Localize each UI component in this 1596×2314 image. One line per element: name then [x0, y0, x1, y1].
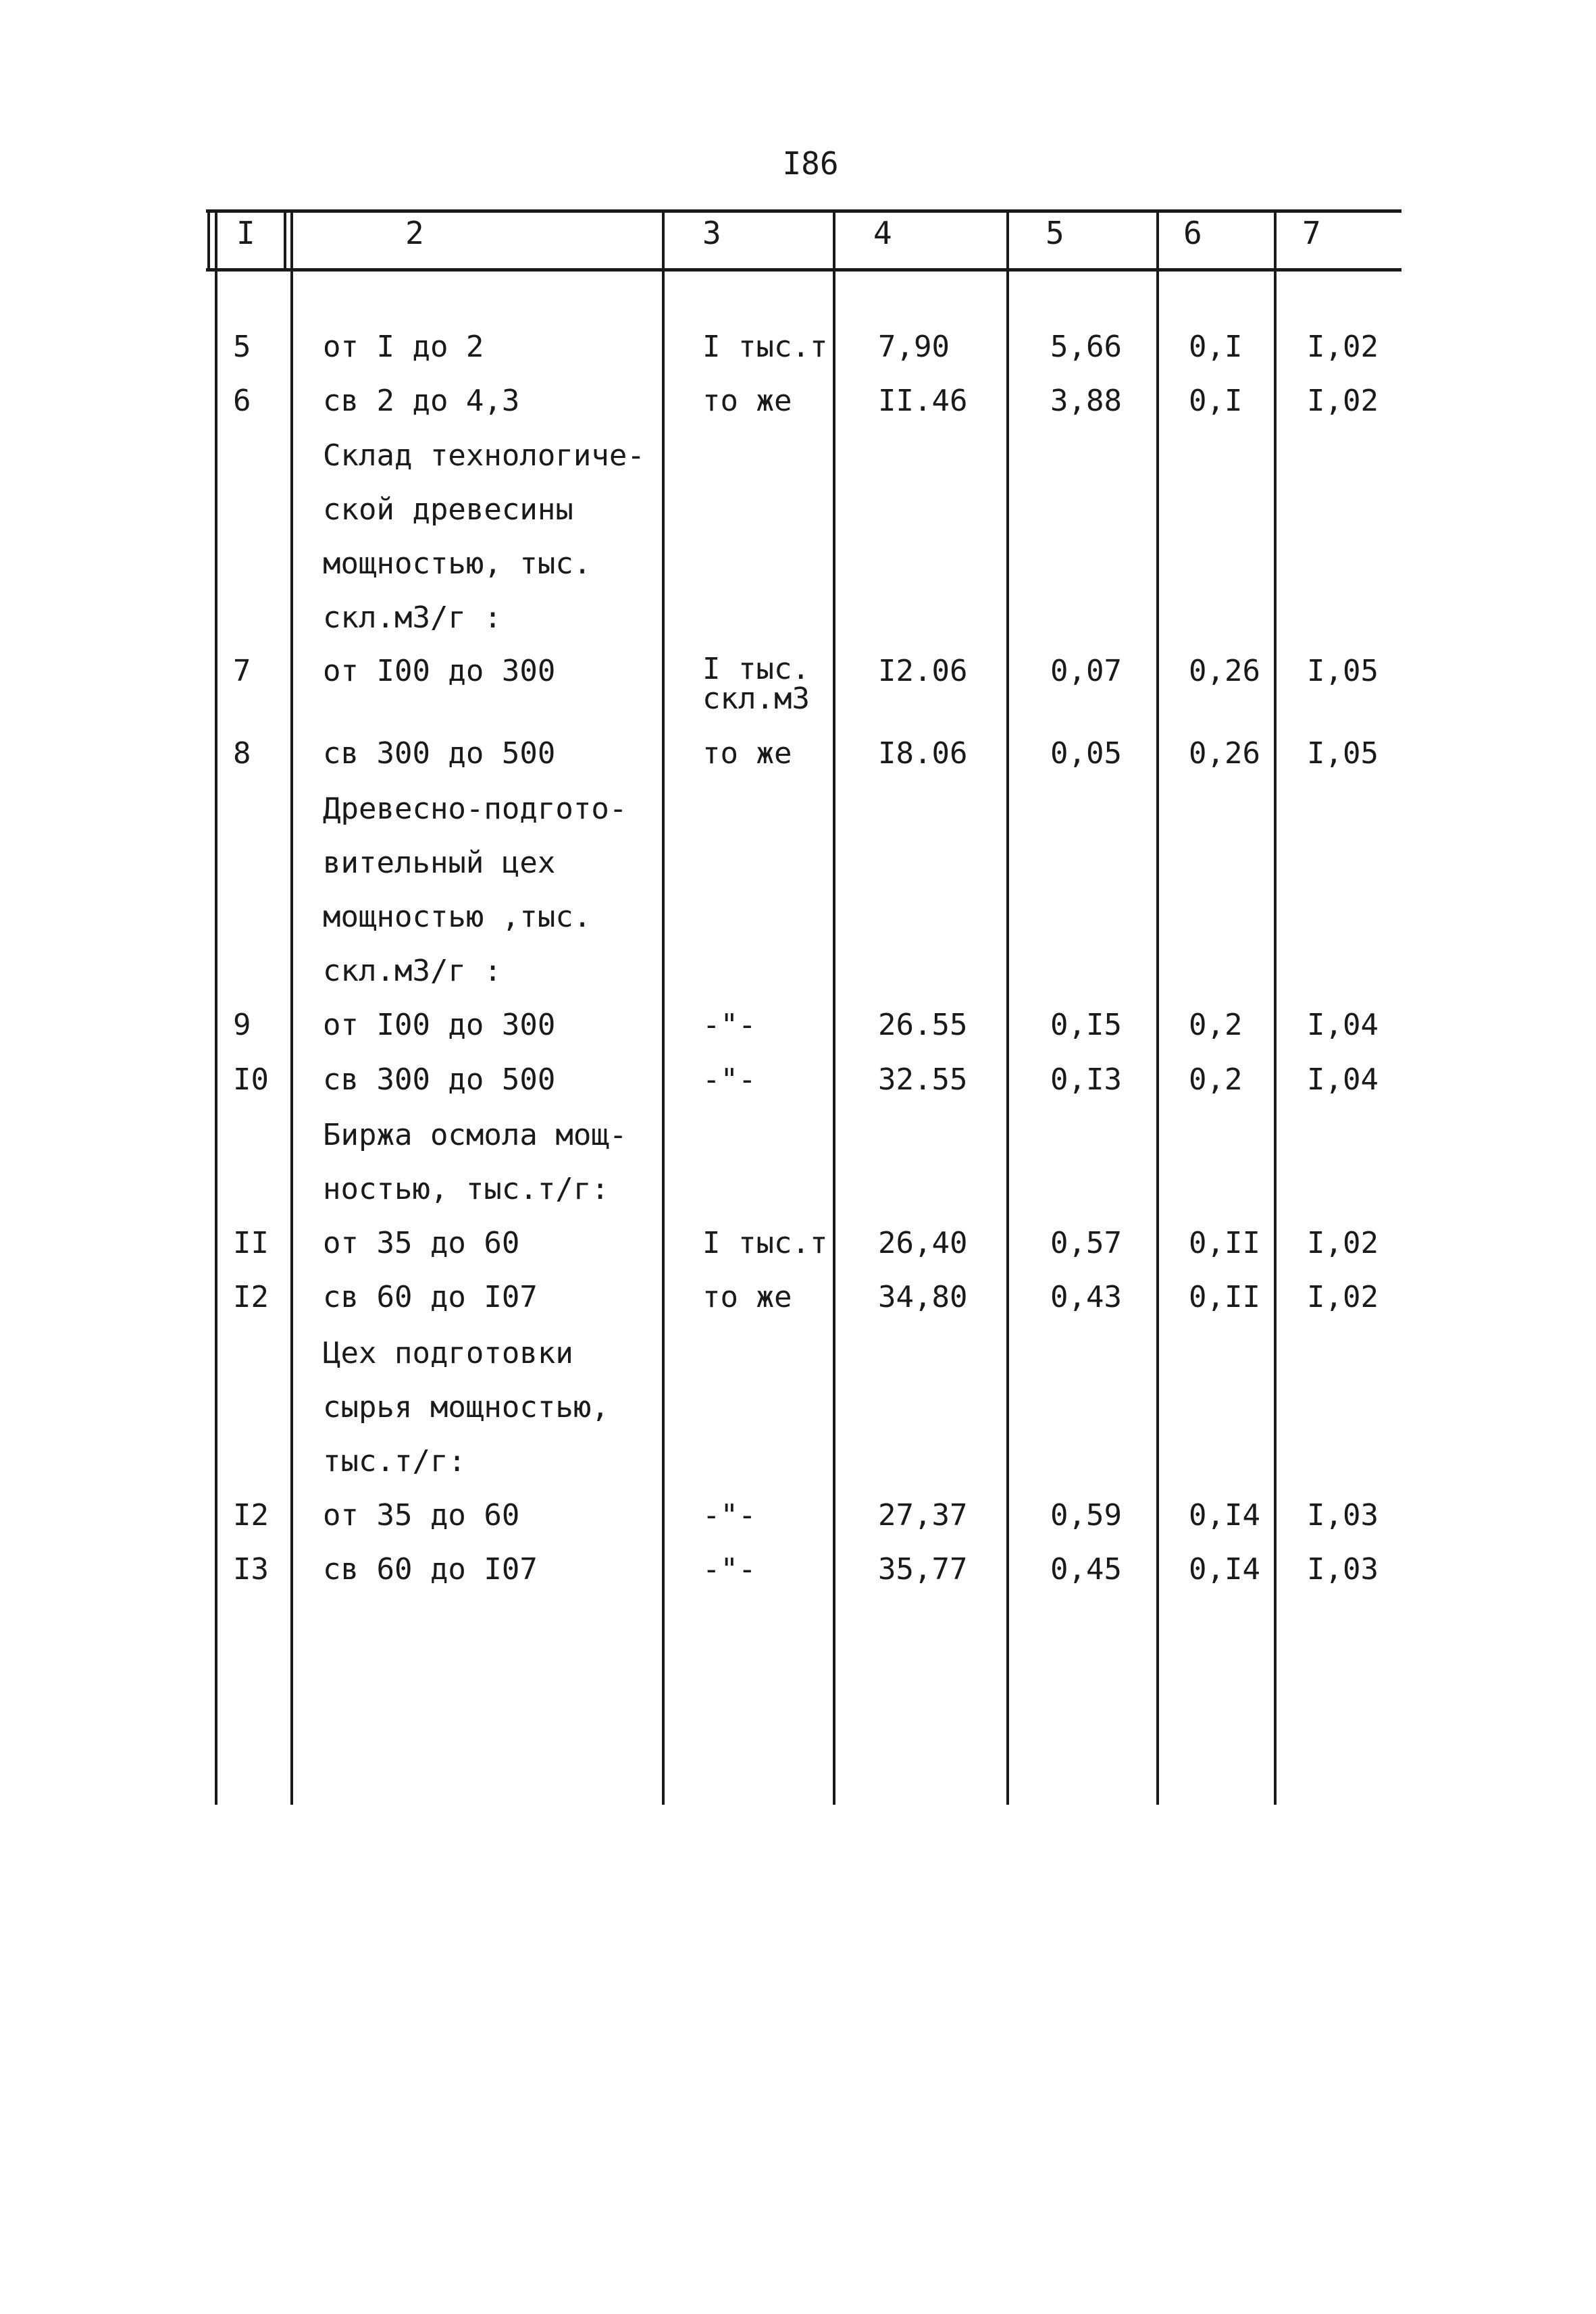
row-value-7: I,03 [1307, 1498, 1379, 1533]
row-unit: -"- [702, 1062, 756, 1097]
row-name: св 2 до 4,3 [323, 384, 520, 418]
row-value-4: 35,77 [878, 1552, 968, 1587]
row-name: от I до 2 [323, 330, 484, 364]
section-heading-line: ской древесины [323, 492, 573, 527]
table-row [0, 384, 1596, 419]
table-row [0, 1280, 1596, 1315]
column-header: 7 [1302, 215, 1321, 251]
row-value-7: I,02 [1307, 1226, 1379, 1260]
row-name: от I00 до 300 [323, 654, 556, 688]
section-heading-line: ностью, тыс.т/г: [323, 1172, 609, 1206]
row-name: св 60 до I07 [323, 1280, 538, 1314]
column-header: 5 [1046, 215, 1064, 251]
row-name: от 35 до 60 [323, 1226, 520, 1260]
row-unit: -"- [702, 1498, 756, 1533]
row-unit: I тыс.т [702, 330, 828, 364]
row-unit: I тыс.т [702, 1226, 828, 1260]
row-unit: то же [702, 1280, 792, 1314]
column-divider [284, 211, 286, 272]
row-number: 6 [233, 384, 251, 418]
table-row [0, 736, 1596, 771]
column-header: 4 [873, 215, 892, 251]
row-name: св 60 до I07 [323, 1552, 538, 1587]
column-header: 2 [405, 215, 424, 251]
row-name: от I00 до 300 [323, 1008, 556, 1042]
row-value-5: 0,07 [1050, 654, 1122, 688]
section-heading-line: вительный цех [323, 846, 556, 880]
row-number: II [233, 1226, 269, 1260]
row-name: св 300 до 500 [323, 1062, 556, 1097]
row-value-5: 0,59 [1050, 1498, 1122, 1533]
row-value-4: I8.06 [878, 736, 968, 771]
table-row [0, 1552, 1596, 1587]
header-bottom-rule [206, 268, 1401, 272]
section-heading-line: мощностью ,тыс. [323, 900, 592, 934]
row-value-7: I,04 [1307, 1008, 1379, 1042]
section-heading-line: скл.м3/г : [323, 954, 502, 988]
row-value-6: 0,I4 [1189, 1498, 1260, 1533]
row-value-4: I2.06 [878, 654, 968, 688]
table-row [0, 330, 1596, 365]
row-value-4: 7,90 [878, 330, 950, 364]
row-value-5: 0,45 [1050, 1552, 1122, 1587]
table-top-rule [206, 209, 1401, 213]
row-value-4: 27,37 [878, 1498, 968, 1533]
row-value-4: 32.55 [878, 1062, 968, 1097]
row-value-5: 5,66 [1050, 330, 1122, 364]
row-value-6: 0,2 [1189, 1062, 1243, 1097]
row-unit: I тыс. [702, 652, 810, 686]
row-value-6: 0,26 [1189, 654, 1260, 688]
row-value-7: I,05 [1307, 736, 1379, 771]
row-value-7: I,03 [1307, 1552, 1379, 1587]
row-value-5: 0,05 [1050, 736, 1122, 771]
row-value-7: I,05 [1307, 654, 1379, 688]
row-number: I2 [233, 1498, 269, 1533]
section-heading-line: Склад технологиче- [323, 438, 645, 473]
row-value-6: 0,II [1189, 1280, 1260, 1314]
section-heading-line: сырья мощностью, [323, 1390, 609, 1424]
row-value-5: 0,I3 [1050, 1062, 1122, 1097]
row-value-6: 0,2 [1189, 1008, 1243, 1042]
row-value-4: 34,80 [878, 1280, 968, 1314]
row-number: I0 [233, 1062, 269, 1097]
row-value-4: 26.55 [878, 1008, 968, 1042]
row-number: I3 [233, 1552, 269, 1587]
row-unit: -"- [702, 1552, 756, 1587]
row-value-6: 0,I4 [1189, 1552, 1260, 1587]
section-heading-line: тыс.т/г: [323, 1444, 466, 1479]
row-value-7: I,02 [1307, 384, 1379, 418]
row-value-7: I,02 [1307, 330, 1379, 364]
row-number: 9 [233, 1008, 251, 1042]
row-value-5: 0,43 [1050, 1280, 1122, 1314]
column-header: 3 [702, 215, 721, 251]
section-heading-line: мощностью, тыс. [323, 546, 592, 581]
row-unit: то же [702, 384, 792, 418]
row-name: от 35 до 60 [323, 1498, 520, 1533]
row-value-4: 26,40 [878, 1226, 968, 1260]
table-row [0, 1008, 1596, 1043]
row-number: 8 [233, 736, 251, 771]
row-value-5: 0,I5 [1050, 1008, 1122, 1042]
row-unit-line-2: скл.м3 [702, 682, 810, 716]
section-heading-line: скл.м3/г : [323, 600, 502, 635]
section-heading-line: Биржа осмола мощ- [323, 1118, 627, 1152]
row-value-5: 3,88 [1050, 384, 1122, 418]
table-row [0, 654, 1596, 721]
row-value-5: 0,57 [1050, 1226, 1122, 1260]
page-number: I86 [782, 145, 839, 182]
row-value-6: 0,I [1189, 330, 1243, 364]
column-header: 6 [1183, 215, 1202, 251]
row-number: I2 [233, 1280, 269, 1314]
table-row [0, 1226, 1596, 1261]
column-header: I [236, 215, 255, 251]
row-value-7: I,02 [1307, 1280, 1379, 1314]
row-number: 7 [233, 654, 251, 688]
row-unit: -"- [702, 1008, 756, 1042]
row-number: 5 [233, 330, 251, 364]
row-name: св 300 до 500 [323, 736, 556, 771]
column-divider [207, 211, 210, 272]
row-value-6: 0,I [1189, 384, 1243, 418]
table-row [0, 1498, 1596, 1533]
section-heading-line: Цех подготовки [323, 1336, 573, 1370]
section-heading-line: Древесно-подгото- [323, 792, 627, 826]
row-value-6: 0,26 [1189, 736, 1260, 771]
row-value-6: 0,II [1189, 1226, 1260, 1260]
row-value-4: II.46 [878, 384, 968, 418]
row-unit: то же [702, 736, 792, 771]
table-row [0, 1062, 1596, 1098]
row-value-7: I,04 [1307, 1062, 1379, 1097]
